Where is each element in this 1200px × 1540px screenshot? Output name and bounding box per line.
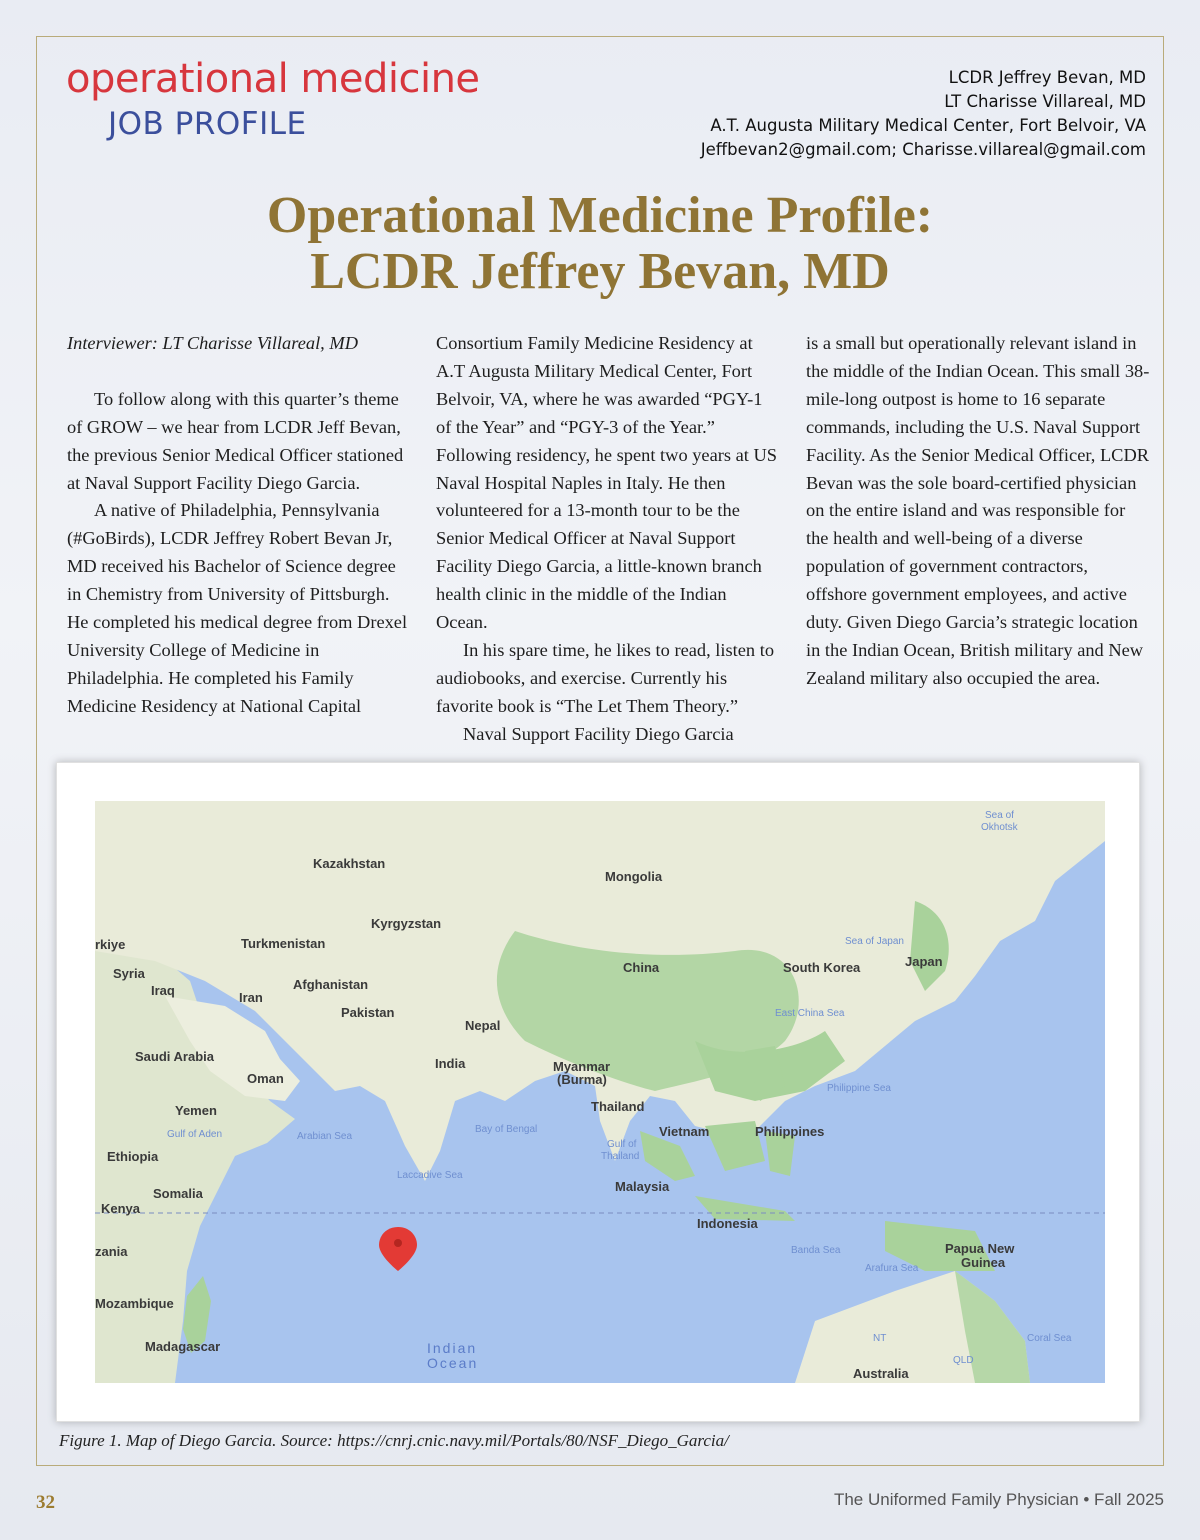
map-label: QLD <box>953 1355 974 1366</box>
map-label: Madagascar <box>145 1339 221 1354</box>
map-label: Kyrgyzstan <box>371 916 442 931</box>
author-block <box>701 66 1146 162</box>
author-affiliation: A.T. Augusta Military Medical Center, Fort Belvoir, VA <box>710 116 1146 135</box>
map-label: China <box>623 960 660 975</box>
article-title: Operational Medicine Profile: LCDR Jeffrey Bevan, MD <box>266 187 934 300</box>
journal-footer: The Uniformed Family Physician • Fall 2025 <box>833 1490 1164 1509</box>
sea-label: Gulf of Aden <box>167 1129 223 1140</box>
paragraph: Consortium Family Medicine Residency at A.T Augusta Military Medical Center, Fort Belvoir, VA, where he was awarded “PGY-1 of the Year” and “PGY-3 of the Year.” Following residency, he spent two years at US Naval Hospital Naples in Italy. He then volunteered for a 13-month tour to be the Senior Medical Officer at Naval Support Facility Diego Garcia, a little-known branch health clinic in the middle of the Indian Ocean. <box>436 333 778 633</box>
map-label: Malaysia <box>615 1179 670 1194</box>
map-label: Vietnam <box>659 1124 710 1139</box>
map-label: India <box>435 1056 466 1071</box>
map-label: Ethiopia <box>107 1149 159 1164</box>
map-label: Mongolia <box>605 869 663 884</box>
map-label: Australia <box>853 1366 909 1381</box>
paragraph: A native of Philadelphia, Pennsylvania (#GoBirds), LCDR Jeffrey Robert Bevan Jr, MD received his Bachelor of Science degree in Chemistry from University of Pittsburgh. He completed his medical degree from Drexel University College of Medicine in Philadelphia. He completed his Family Medicine Residency at National Capital <box>67 500 408 716</box>
paragraph: Naval Support Facility Diego Garcia <box>463 723 734 744</box>
map-label: rkiye <box>95 937 126 952</box>
sea-label: Sea of <box>985 810 1014 821</box>
text-column-1 <box>67 330 413 721</box>
page-number: 32 <box>36 1492 55 1513</box>
sea-label: Bay of Bengal <box>475 1124 538 1135</box>
map-image <box>95 801 1105 1383</box>
map-label: Turkmenistan <box>241 936 326 951</box>
map-label: Somalia <box>153 1186 203 1201</box>
sea-label: Philippine Sea <box>827 1083 891 1094</box>
text-column-3 <box>806 330 1152 693</box>
figure-caption: Figure 1. Map of Diego Garcia. Source: https://cnrj.cnic.navy.mil/Portals/80/NSF_Diego_Garcia/ <box>59 1431 729 1450</box>
map-label: South Korea <box>783 960 861 975</box>
map-label: Myanmar <box>553 1059 611 1074</box>
map-label: Nepal <box>465 1018 501 1033</box>
map-label: Thailand <box>591 1099 645 1114</box>
map-label: Kazakhstan <box>313 856 386 871</box>
interviewer-line: Interviewer: LT Charisse Villareal, MD <box>67 333 358 353</box>
map-label: Kenya <box>101 1201 141 1216</box>
sea-label: Gulf of <box>607 1139 637 1150</box>
paragraph: is a small but operationally relevant island in the middle of the Indian Ocean. This small 38-mile-long outpost is home to 16 separate commands, including the U.S. Naval Support Facility. As the Senior Medical Officer, LCDR Bevan was the sole board-certified physician on the entire island and was responsible for the health and well-being of a diverse population of government contractors, offshore government employees, and active duty. Given Diego Garcia’s strategic location in the Indian Ocean, British military and New Zealand military also occupied the area. <box>806 333 1150 688</box>
ocean-label: Indian <box>427 1340 478 1356</box>
sea-label: Coral Sea <box>1027 1333 1072 1344</box>
sea-label: Okhotsk <box>981 822 1018 833</box>
sea-label: Banda Sea <box>791 1245 841 1256</box>
paragraph: In his spare time, he likes to read, listen to audiobooks, and exercise. Currently his favorite book is “The Let Them Theory.” <box>436 639 775 716</box>
sea-label: Arabian Sea <box>297 1131 353 1142</box>
map-label: Pakistan <box>341 1005 395 1020</box>
author-name: LCDR Jeffrey Bevan, MD <box>948 68 1146 87</box>
map-label: Philippines <box>755 1124 825 1139</box>
map-label: zania <box>95 1244 128 1259</box>
map-label: Afghanistan <box>293 977 369 992</box>
author-email[interactable]: Jeffbevan2@gmail.com; Charisse.villareal@gmail.com <box>700 140 1146 159</box>
location-pin-dot <box>394 1239 402 1247</box>
map-label: Oman <box>247 1071 284 1086</box>
sea-label: Laccadive Sea <box>397 1170 463 1181</box>
map-label: Syria <box>113 966 145 981</box>
sea-label: Thailand <box>601 1151 640 1162</box>
author-name: LT Charisse Villareal, MD <box>944 92 1146 111</box>
map-label: NT <box>873 1333 887 1344</box>
text-column-2 <box>436 330 782 749</box>
map-label: Saudi Arabia <box>135 1049 214 1064</box>
section-subbrand: JOB PROFILE <box>108 106 307 142</box>
sea-label: Arafura Sea <box>865 1263 919 1274</box>
map-label: Mozambique <box>95 1296 174 1311</box>
ocean-label: Ocean <box>427 1355 479 1371</box>
map-label: (Burma) <box>557 1072 607 1087</box>
map-label: Guinea <box>961 1255 1006 1270</box>
map-label: Papua New <box>945 1241 1015 1256</box>
map-label: Yemen <box>175 1103 217 1118</box>
section-brand: operational medicine <box>66 56 480 102</box>
paragraph: To follow along with this quarter’s theme of GROW – we hear from LCDR Jeff Bevan, the previous Senior Medical Officer stationed at Naval Support Facility Diego Garcia. <box>67 388 404 493</box>
map-label: Indonesia <box>697 1216 758 1231</box>
map-figure <box>56 762 1140 1422</box>
map-label: Iran <box>239 990 263 1005</box>
sea-label: East China Sea <box>775 1008 845 1019</box>
map-label: Japan <box>905 954 943 969</box>
map-label: Iraq <box>151 983 175 998</box>
sea-label: Sea of Japan <box>845 936 904 947</box>
